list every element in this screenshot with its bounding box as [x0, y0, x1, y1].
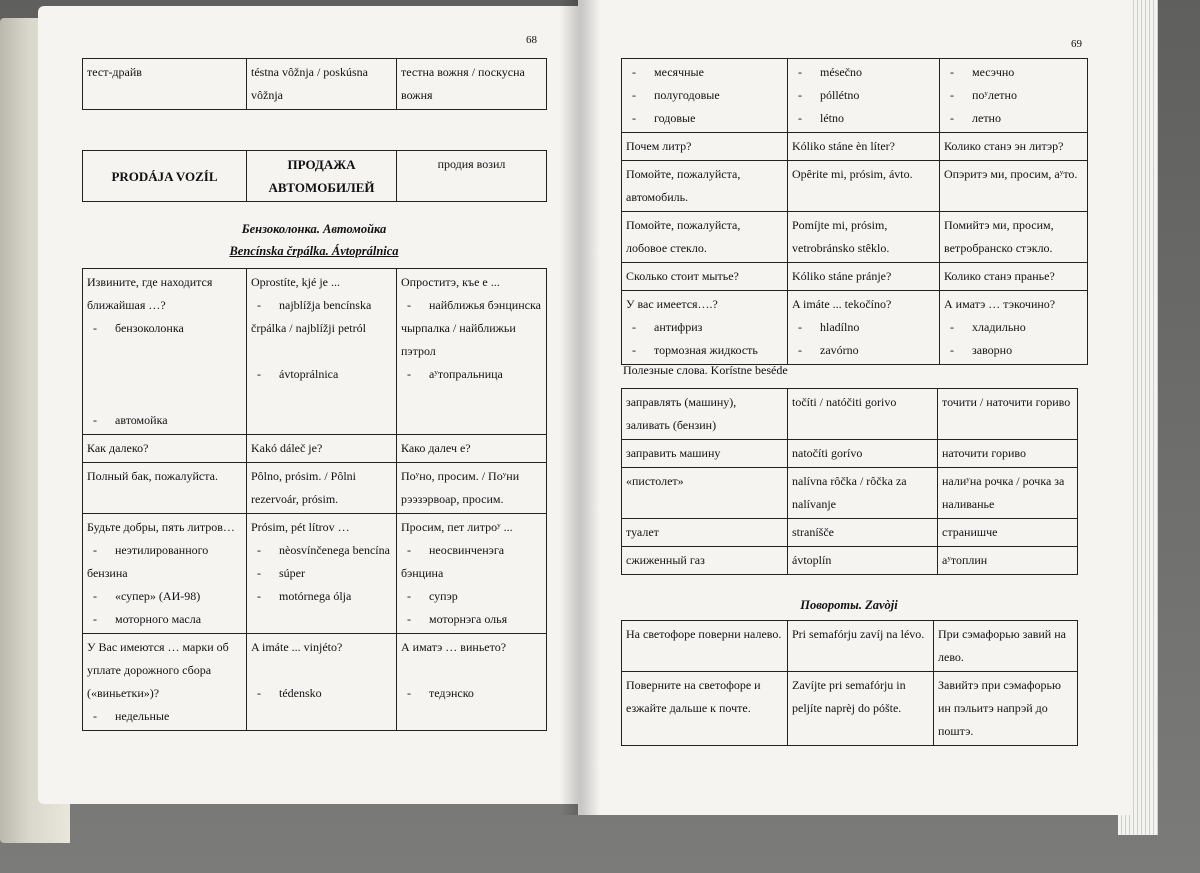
table-row	[622, 291, 1088, 365]
table-row	[83, 59, 547, 110]
cell-sl: straníšče	[788, 519, 938, 547]
list-item: - месячные	[626, 61, 783, 84]
page-number: 68	[526, 34, 537, 46]
cell-sl: Kakó dáleč je?	[247, 435, 397, 463]
cell-translit: При сэмафорью завий на лево.	[934, 621, 1078, 672]
list-item: - ávtoprálnica	[251, 363, 392, 386]
phrase-text: А иматэ … тэкочино?	[944, 297, 1056, 311]
section-title-sl: PRODÁJA VOZÍL	[83, 151, 247, 202]
cell-ru: заправить машину	[622, 440, 788, 468]
cell-sl	[788, 59, 940, 133]
list-item: - автомойка	[87, 409, 242, 432]
list-item: - zavórno	[792, 339, 935, 362]
heading-ru: Бензоколонка. Автомойка	[241, 222, 387, 236]
cell-ru: Помойте, пожалуйста, автомобиль.	[622, 161, 788, 212]
list-item: - летно	[944, 107, 1083, 130]
cell-translit	[397, 514, 547, 634]
list-item: - моторного масла	[87, 608, 242, 631]
list-item: - hladílno	[792, 316, 935, 339]
list-item: - тормозная жидкость	[626, 339, 783, 362]
cell-sl	[788, 291, 940, 365]
phrase-text: Prósim, pét lítrov …	[251, 520, 350, 534]
table-row	[622, 263, 1088, 291]
list-item: - nèosvínčenega bencína	[251, 539, 392, 562]
cell-ru: заправлять (машину), заливать (бензин)	[622, 389, 788, 440]
table-row	[83, 463, 547, 514]
cell-translit	[397, 269, 547, 435]
table-row	[622, 389, 1078, 440]
cell-sl: Pomíjte mi, prósim, vetrobránsko stêklo.	[788, 212, 940, 263]
page-number: 69	[1071, 38, 1082, 50]
cell-translit: Поʸно, просим. / Поʸни рээзэрвоар, просим.	[397, 463, 547, 514]
cell-translit: наточити гориво	[938, 440, 1078, 468]
cell-ru: Сколько стоит мытье?	[622, 263, 788, 291]
cell-sl: Pri semafórju zavíj na lévo.	[788, 621, 934, 672]
list-item: - najblížja bencínska črpálka / najblížji petról	[251, 294, 392, 340]
cell-ru: «пистолет»	[622, 468, 788, 519]
section-title-ru: ПРОДАЖА АВТОМОБИЛЕЙ	[247, 151, 397, 202]
cell-ru: Как далеко?	[83, 435, 247, 463]
cell-ru: Помойте, пожалуйста, лобовое стекло.	[622, 212, 788, 263]
cell-translit: Завийтэ при сэмафорью ин пэльитэ напрэй до поштэ.	[934, 672, 1078, 746]
cell-sl: Kóliko stáne èn líter?	[788, 133, 940, 161]
phrase-text: A imáte ... tekočíno?	[792, 297, 892, 311]
cell-sl: Kóliko stáne pránje?	[788, 263, 940, 291]
list-item: - tédensko	[251, 682, 392, 705]
table-row	[622, 59, 1088, 133]
list-item: - бензоколонка	[87, 317, 242, 340]
cell-ru: туалет	[622, 519, 788, 547]
table-row	[83, 435, 547, 463]
cell-translit: Опэритэ ми, просим, aʸто.	[940, 161, 1088, 212]
table-row	[622, 547, 1078, 575]
section-title-translit: продия возил	[397, 151, 547, 202]
cell-sl: Zavíjte pri semafórju in peljíte naprèj do póšte.	[788, 672, 934, 746]
cell-translit: Колико станэ пранье?	[940, 263, 1088, 291]
list-item: - súper	[251, 562, 392, 585]
fuel-phrases-table	[621, 58, 1088, 365]
list-item: - неосвинченэга бэнцина	[401, 539, 542, 585]
list-item: - неэтилированного бензина	[87, 539, 242, 585]
list-item: - létno	[792, 107, 935, 130]
table-row	[622, 621, 1078, 672]
list-item: - антифриз	[626, 316, 783, 339]
cell-translit: aʸтоплин	[938, 547, 1078, 575]
cell-translit	[397, 634, 547, 731]
list-item: - mésečno	[792, 61, 935, 84]
test-drive-table	[82, 58, 547, 110]
cell-translit: тестна вожня / поскусна вожня	[397, 59, 547, 110]
list-item: - тедэнско	[401, 682, 542, 705]
list-item: - поʸлетно	[944, 84, 1083, 107]
cell-sl: Pôlno, prósim. / Pôlni rezervoár, prósim.	[247, 463, 397, 514]
cell-translit: странишче	[938, 519, 1078, 547]
cell-sl	[247, 634, 397, 731]
useful-words-table	[621, 388, 1078, 575]
list-item: - заворно	[944, 339, 1083, 362]
phrase-text: Будьте добры, пять литров…	[87, 520, 235, 534]
phrase-text: Oprostíte, kjé je ...	[251, 275, 340, 289]
list-item: - aʸтопральница	[401, 363, 542, 386]
list-item: - годовые	[626, 107, 783, 130]
phrases-table	[82, 268, 547, 731]
cell-ru: тест-драйв	[83, 59, 247, 110]
list-item: - «супер» (АИ-98)	[87, 585, 242, 608]
heading-sl: Bencínska črpálka. Ávtoprálnica	[229, 244, 399, 258]
turns-heading: Повороты. Zavòji	[800, 598, 898, 612]
list-item: - póllétno	[792, 84, 935, 107]
table-row	[83, 514, 547, 634]
table-row	[622, 468, 1078, 519]
cell-sl	[247, 514, 397, 634]
list-item: - месэчно	[944, 61, 1083, 84]
cell-ru	[83, 634, 247, 731]
cell-ru	[83, 269, 247, 435]
cell-translit: Помийтэ ми, просим, ветробранско стэкло.	[940, 212, 1088, 263]
cell-translit	[940, 59, 1088, 133]
table-row	[622, 672, 1078, 746]
phrase-text: У вас имеется….?	[626, 297, 718, 311]
table-row	[622, 440, 1078, 468]
table-row	[622, 133, 1088, 161]
phrase-text: Извините, где находится ближайшая …?	[87, 275, 213, 312]
right-page	[578, 0, 1130, 815]
cell-ru: Почем литр?	[622, 133, 788, 161]
cell-ru: На светофоре поверни налево.	[622, 621, 788, 672]
list-item: - полугодовые	[626, 84, 783, 107]
phrase-text: Просим, пет литроʸ ...	[401, 520, 513, 534]
list-item: - найближья бэнцинска чырпалка / найближьи пэтрол	[401, 294, 542, 363]
cell-sl: nalívna rôčka / rôčka za nalívanje	[788, 468, 938, 519]
cell-translit: точити / наточити гориво	[938, 389, 1078, 440]
table-row	[83, 634, 547, 731]
cell-sl: natočíti gorívo	[788, 440, 938, 468]
cell-ru	[83, 514, 247, 634]
table-row	[622, 161, 1088, 212]
cell-sl: Opêrite mi, prósim, ávto.	[788, 161, 940, 212]
phrase-text: А иматэ … виньето?	[401, 640, 507, 654]
phrase-text: Опроститэ, къе е ...	[401, 275, 500, 289]
phrase-text: A imáte ... vinjéto?	[251, 640, 343, 654]
cell-translit	[940, 291, 1088, 365]
left-page	[38, 6, 578, 804]
cell-translit: налиʸна рочка / рочка за наливанье	[938, 468, 1078, 519]
table-row	[83, 151, 547, 202]
useful-words-heading: Полезные слова. Korístne beséde	[623, 363, 788, 377]
cell-sl: točíti / natóčiti gorivo	[788, 389, 938, 440]
cell-ru: Поверните на светофоре и езжайте дальше к почте.	[622, 672, 788, 746]
list-item: - супэр	[401, 585, 542, 608]
cell-sl: ávtoplín	[788, 547, 938, 575]
section-header-table	[82, 150, 547, 202]
list-item: - motórnega ólja	[251, 585, 392, 608]
cell-translit: Колико станэ эн литэр?	[940, 133, 1088, 161]
table-row	[622, 519, 1078, 547]
list-item: - недельные	[87, 705, 242, 728]
cell-translit: Како далеч е?	[397, 435, 547, 463]
cell-ru	[622, 59, 788, 133]
cell-ru	[622, 291, 788, 365]
list-item: - хладильно	[944, 316, 1083, 339]
cell-sl: téstna vôžnja / poskúsna vôžnja	[247, 59, 397, 110]
table-row	[83, 269, 547, 435]
cell-ru: сжиженный газ	[622, 547, 788, 575]
cell-ru: Полный бак, пожалуйста.	[83, 463, 247, 514]
cell-sl	[247, 269, 397, 435]
phrase-text: У Вас имеются … марки об уплате дорожного сбора («виньетки»)?	[87, 640, 229, 700]
turns-table	[621, 620, 1078, 746]
table-row	[622, 212, 1088, 263]
list-item: - моторнэга олья	[401, 608, 542, 631]
